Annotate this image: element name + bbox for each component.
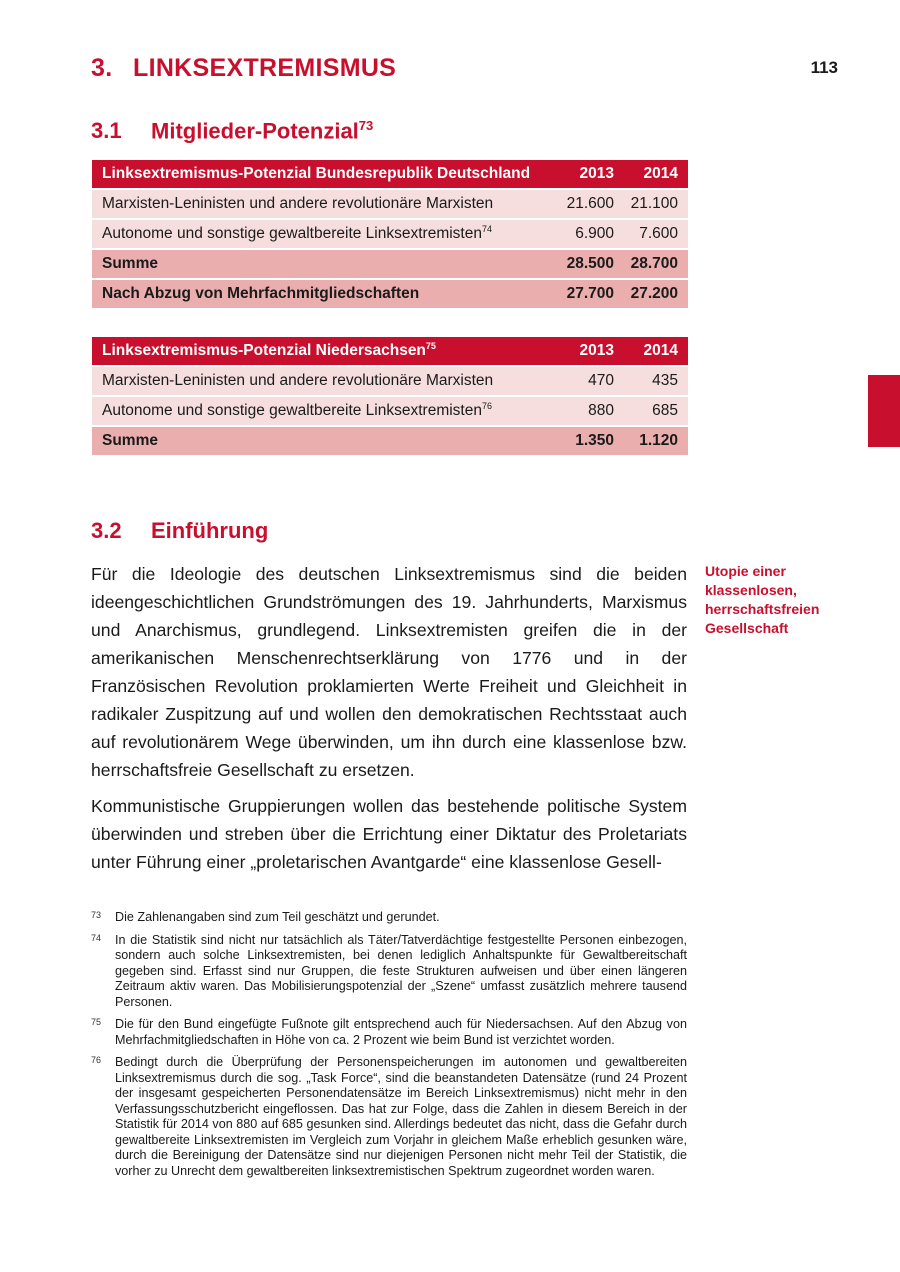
- body-paragraph: Für die Ideologie des deutschen Linksextremismus sind die beiden ideengeschichtlichen Grundströmungen des 19. Jahrhunderts, Marxismus und Anarchismus, grundlegend. Linksextremisten greifen die in der amerikanischen Menschenrechtserklärung von 1776 und in der Französischen Revolution proklamierten Werte Freiheit und Gleichheit in radikaler Zuspitzung auf und wollen den demokratischen Rechtsstaat auch auf revolutionärem Wege überwinden, um ihn durch eine klassenlose bzw. herrschaftsfreie Gesellschaft zu ersetzen.: [91, 564, 687, 780]
- footnote-ref: 73: [358, 118, 374, 133]
- margin-note-line: Utopie einer: [705, 563, 786, 579]
- row-value: 6.900: [552, 220, 624, 250]
- chapter-number: 3.: [91, 54, 113, 82]
- row-label: Autonome und sonstige gewaltbereite Linksextremisten$^{74}$: [92, 220, 552, 250]
- table-header-label: Linksextremismus-Potenzial Bundesrepublik Deutschland: [92, 160, 552, 190]
- section-number: 3.1: [91, 118, 122, 144]
- table-potenzial-niedersachsen: [92, 337, 688, 457]
- sum-label: Nach Abzug von Mehrfachmitgliedschaften: [92, 280, 552, 310]
- row-label: Marxisten-Leninisten und andere revolutionäre Marxisten: [92, 190, 552, 220]
- row-label: Marxisten-Leninisten und andere revolutionäre Marxisten: [92, 367, 552, 397]
- footnote-text: In die Statistik sind nicht nur tatsächlich als Täter/Tatverdächtige festgestellte Personen einbezogen, sondern auch solche Linksextremisten, bei denen lediglich Anhaltspunkte für Gewaltbereitschaft gegeben sind. Erfasst sind nur Gruppen, die feste Strukturen aufweisen und über einen längeren Zeitraum aktiv waren. Das Mobilisierungspotenzial der „Szene“ umfasst zusätzlich mehrere tausend Personen.: [115, 932, 687, 1009]
- table-header-year: 2014: [624, 337, 688, 367]
- sum-label: Summe: [92, 427, 552, 457]
- footnote: [91, 910, 687, 926]
- row-value: 7.600: [624, 220, 688, 250]
- section-heading-3-1: [91, 118, 373, 144]
- row-value: 880: [552, 397, 624, 427]
- sum-value: 27.200: [624, 280, 688, 310]
- table-row: [92, 190, 688, 220]
- table-sum-row: [92, 280, 688, 310]
- table-header-row: [92, 160, 688, 190]
- section-title: Mitglieder-Potenzial: [151, 118, 359, 144]
- table-header-row: [92, 337, 688, 367]
- footnote-text: Die Zahlenangaben sind zum Teil geschätzt und gerundet.: [115, 910, 440, 924]
- page-number: 113: [810, 58, 838, 77]
- section-heading-3-2: [91, 518, 268, 544]
- margin-note: [705, 562, 855, 638]
- row-value: 21.600: [552, 190, 624, 220]
- sum-value: 1.350: [552, 427, 624, 457]
- table-sum-row: [92, 250, 688, 280]
- body-paragraph: Kommunistische Gruppierungen wollen das bestehende politische System überwinden und streben über die Errichtung einer Diktatur des Proletariats unter Führung einer „proletarischen Avantgarde“ eine klassenlose Gesell-: [91, 796, 687, 872]
- margin-note-line: herrschaftsfreien: [705, 601, 820, 617]
- table-row: [92, 397, 688, 427]
- row-value: 21.100: [624, 190, 688, 220]
- sum-value: 28.500: [552, 250, 624, 280]
- table-header-year: 2013: [552, 337, 624, 367]
- row-value: 685: [624, 397, 688, 427]
- table-header-year: 2013: [552, 160, 624, 190]
- table-row: [92, 367, 688, 397]
- footnote-number: 75: [91, 1017, 102, 1027]
- footnote: [91, 933, 687, 1011]
- chapter-heading: [91, 54, 396, 83]
- footnote: [91, 1017, 687, 1048]
- row-label: Autonome und sonstige gewaltbereite Linksextremisten$^{76}$: [92, 397, 552, 427]
- chapter-thumb-tab: [868, 375, 900, 447]
- chapter-title: LINKSEXTREMISMUS: [133, 54, 397, 82]
- row-value: 435: [624, 367, 688, 397]
- table-row: [92, 220, 688, 250]
- footnote-ref: 75: [425, 341, 436, 352]
- sum-value: 1.120: [624, 427, 688, 457]
- table-header-year: 2014: [624, 160, 688, 190]
- table-sum-row: [92, 427, 688, 457]
- sum-value: 27.700: [552, 280, 624, 310]
- section-number: 3.2: [91, 518, 122, 543]
- margin-note-line: klassenlosen,: [705, 582, 797, 598]
- margin-note-line: Gesellschaft: [705, 620, 789, 636]
- table-header-label: Linksextremismus-Potenzial Niedersachsen$^{75}$: [92, 337, 552, 367]
- sum-label: Summe: [92, 250, 552, 280]
- footnote-number: 73: [91, 910, 102, 920]
- footnote-text: Die für den Bund eingefügte Fußnote gilt entsprechend auch für Niedersachsen. Auf den Abzug von Mehrfachmitgliedschaften in Höhe von ca. 2 Prozent wie beim Bund ist verzichtet worden.: [115, 1017, 687, 1047]
- footnotes: [91, 910, 687, 1186]
- section-title: Einführung: [151, 518, 269, 543]
- footnote-number: 74: [91, 932, 102, 943]
- row-value: 470: [552, 367, 624, 397]
- footnote-text: Bedingt durch die Überprüfung der Personenspeicherungen im autonomen und gewaltbereiten Linksextremismus durch die sog. „Task Force“, sind die beanstandeten Datensätze (rund 24 Prozent der insgesamt gespeicherten Personendatensätze im Bereich Linksextremismus) nicht mehr in den Verfassungsschutzbericht eingeflossen. Das hat zur Folge, dass die Zahlen in diesem Bereich in der Statistik für 2014 von 880 auf 685 gesunken sind. Allerdings bedeutet das nicht, dass die Gefahr durch gewaltbereite Linksextremisten im Vergleich zum Vorjahr in gleichem Maße erheblich gesunken wäre, durch die Bereinigung der Datensätze sind nur diejenigen Personen nicht mehr Teil der Statistik, die vorher zu Unrecht dem gewaltbereiten linksextremistischen Spektrum zugeordnet worden waren.: [115, 1055, 687, 1178]
- table-potenzial-bund: [92, 160, 688, 310]
- footnote-ref: 74: [481, 224, 492, 235]
- footnote-ref: 76: [481, 401, 492, 412]
- footnote-number: 76: [91, 1055, 102, 1065]
- sum-value: 28.700: [624, 250, 688, 280]
- footnote: [91, 1055, 687, 1179]
